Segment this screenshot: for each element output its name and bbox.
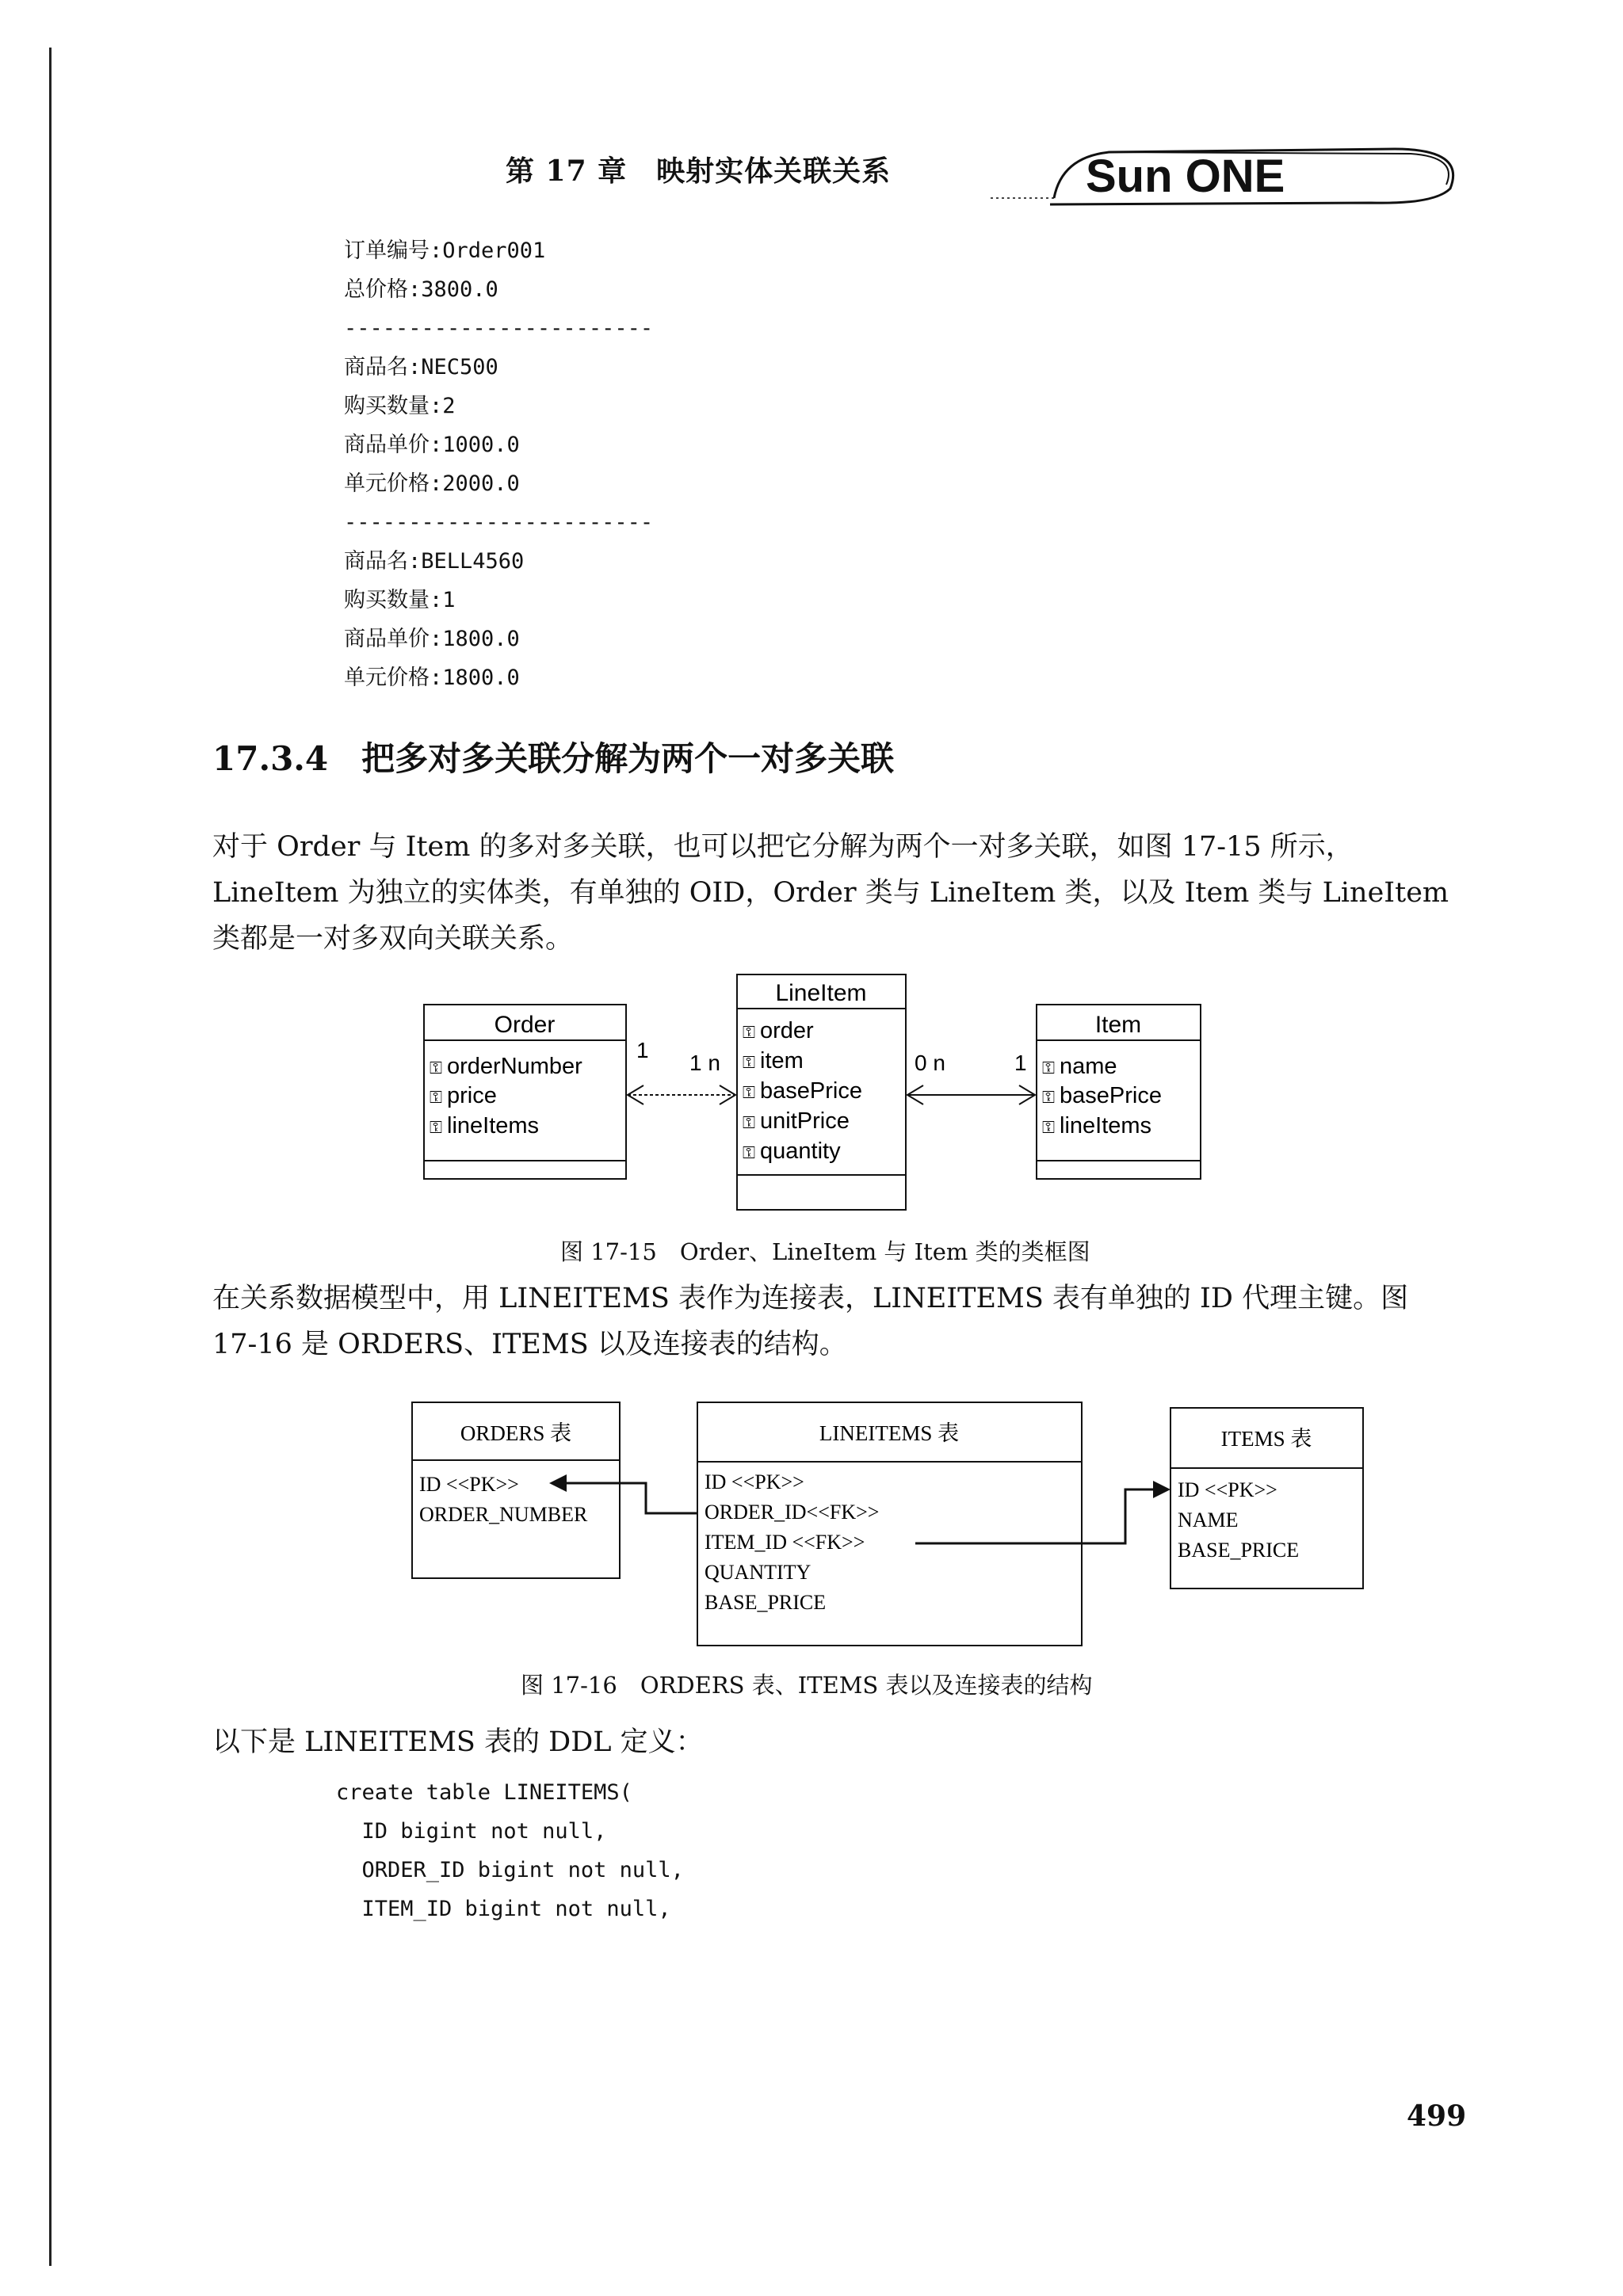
attr-icon: ⚿	[743, 1144, 755, 1162]
attr-icon: ⚿	[1042, 1089, 1055, 1107]
code-line: ID bigint not null,	[336, 1819, 607, 1844]
items-column: NAME	[1178, 1508, 1239, 1531]
order-class-name: Order	[494, 1012, 556, 1038]
items-table-title: ITEMS 表	[1220, 1427, 1312, 1451]
output-line: 商品名:BELL4560	[344, 549, 525, 574]
output-line: 单元价格:2000.0	[344, 471, 520, 496]
multiplicity-label: 1	[636, 1038, 649, 1062]
orders-table-title: ORDERS 表	[460, 1421, 572, 1445]
output-line: 购买数量:1	[344, 588, 456, 612]
output-line: ------------------------	[344, 316, 654, 341]
attr-icon: ⚿	[743, 1054, 755, 1072]
order-attr: orderNumber	[447, 1054, 582, 1079]
items-column: ID <<PK>>	[1178, 1478, 1277, 1501]
table-diagram	[408, 1398, 1379, 1652]
code-line: create table LINEITEMS(	[336, 1780, 632, 1805]
page-number: 499	[1407, 2100, 1467, 2133]
binding-line	[49, 48, 52, 2266]
attr-icon: ⚿	[430, 1059, 442, 1077]
output-line: 商品单价:1000.0	[344, 433, 520, 457]
lineitems-column: ORDER_ID<<FK>>	[705, 1501, 880, 1524]
output-line: 单元价格:1800.0	[344, 666, 520, 690]
paragraph: 以下是 LINEITEMS 表的 DDL 定义：	[212, 1726, 704, 1758]
lineitems-column: BASE_PRICE	[705, 1591, 827, 1614]
order-attr: price	[447, 1083, 497, 1108]
paragraph: 在关系数据模型中，用 LINEITEMS 表作为连接表，LINEITEMS 表有单独的 ID 代理主键。图 17-16 是 ORDERS、ITEMS 以及连接表的结构。	[212, 1283, 1409, 1360]
lineitems-column: ID <<PK>>	[705, 1470, 804, 1493]
items-table-box	[1170, 1408, 1363, 1589]
output-line: 订单编号:Order001	[344, 238, 546, 263]
item-class-box	[1037, 1005, 1201, 1179]
section-title: 17.3.4 把多对多关联分解为两个一对多关联	[212, 739, 895, 778]
logo-text: Sun ONE	[1086, 151, 1285, 202]
lineitem-attr: order	[760, 1018, 814, 1043]
attr-icon: ⚿	[743, 1114, 755, 1132]
lineitems-table-box	[697, 1402, 1082, 1646]
attr-icon: ⚿	[430, 1119, 442, 1137]
multiplicity-label: 1 n	[689, 1051, 720, 1075]
attr-icon: ⚿	[1042, 1119, 1055, 1137]
output-line: 购买数量:2	[344, 394, 456, 418]
item-attr: name	[1060, 1054, 1117, 1079]
lineitem-attr: item	[760, 1048, 804, 1074]
figure-caption: 图 17-15 Order、LineItem 与 Item 类的类框图	[560, 1238, 1090, 1265]
multiplicity-label: 1	[1014, 1051, 1027, 1075]
attr-icon: ⚿	[743, 1024, 755, 1042]
orders-column: ORDER_NUMBER	[419, 1503, 588, 1526]
item-attr: basePrice	[1060, 1083, 1162, 1108]
output-line: 商品单价:1800.0	[344, 627, 520, 651]
figure-caption: 图 17-16 ORDERS 表、ITEMS 表以及连接表的结构	[521, 1672, 1093, 1699]
association-lineitem-item	[907, 1051, 1035, 1104]
sun-one-logo	[991, 141, 1466, 212]
lineitem-class-box	[737, 974, 906, 1210]
attr-icon: ⚿	[743, 1084, 755, 1102]
attr-icon: ⚿	[1042, 1059, 1055, 1077]
association-order-lineitem	[628, 1038, 735, 1104]
class-diagram	[412, 971, 1212, 1216]
lineitems-column: QUANTITY	[705, 1561, 812, 1584]
code-line: ITEM_ID bigint not null,	[336, 1897, 671, 1921]
output-line: 商品名:NEC500	[344, 355, 498, 379]
multiplicity-label: 0 n	[915, 1051, 945, 1075]
lineitem-attr: unitPrice	[760, 1108, 850, 1134]
item-class-name: Item	[1094, 1012, 1142, 1038]
code-line: ORDER_ID bigint not null,	[336, 1858, 684, 1882]
paragraph: 对于 Order 与 Item 的多对多关联，也可以把它分解为两个一对多关联，如图 17-15 所示，LineItem 为独立的实体类，有单独的 OID，Order 类与 LineItem 类，以及 Item 类与 LineItem 类都是一对多双向关联关系。	[212, 831, 1449, 955]
lineitem-class-name: LineItem	[775, 980, 867, 1006]
orders-table-box	[412, 1402, 620, 1578]
order-class-box	[424, 1005, 626, 1179]
items-column: BASE_PRICE	[1178, 1539, 1300, 1562]
program-output	[344, 231, 653, 697]
orders-column: ID <<PK>>	[419, 1473, 519, 1496]
lineitem-attr: basePrice	[760, 1078, 862, 1104]
order-attr: lineItems	[447, 1113, 540, 1138]
chapter-header: 第 17 章 映射实体关联关系	[506, 154, 892, 188]
ddl-code-block	[336, 1773, 684, 1928]
lineitems-column: ITEM_ID <<FK>>	[705, 1531, 865, 1554]
item-attr: lineItems	[1060, 1113, 1152, 1138]
output-line: ------------------------	[344, 510, 654, 535]
output-line: 总价格:3800.0	[344, 277, 498, 302]
lineitems-table-title: LINEITEMS 表	[819, 1421, 960, 1445]
lineitem-attr: quantity	[760, 1138, 841, 1164]
attr-icon: ⚿	[430, 1089, 442, 1107]
